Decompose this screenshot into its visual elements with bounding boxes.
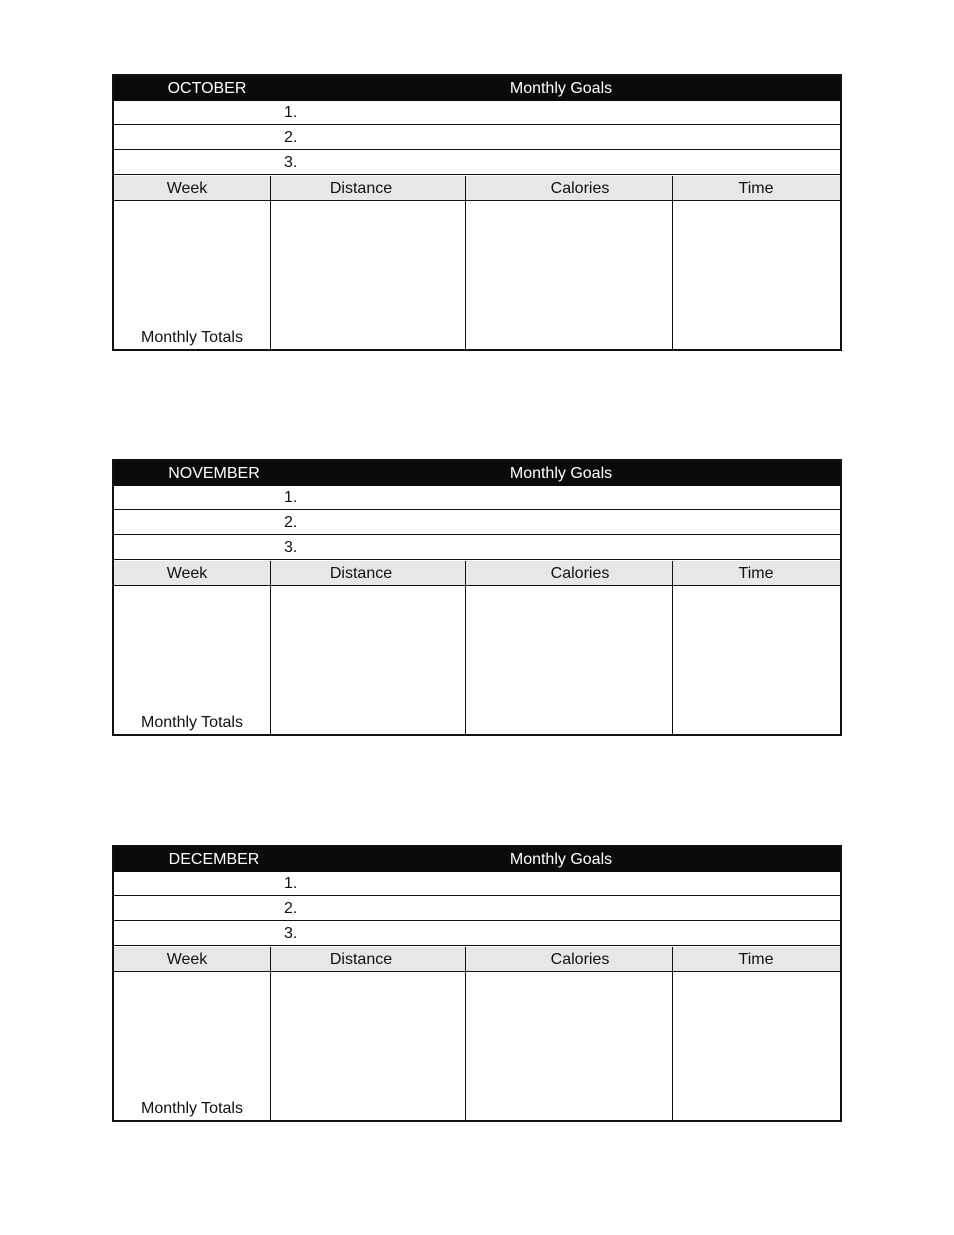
entry-area[interactable] [114, 972, 840, 1120]
month-name: DECEMBER [168, 851, 260, 868]
month-name: OCTOBER [167, 80, 247, 97]
goal-row[interactable] [114, 922, 840, 946]
column-week: Week [166, 565, 208, 582]
monthly-goals-title: Monthly Goals [509, 851, 613, 868]
month-header [114, 461, 840, 486]
column-calories: Calories [550, 951, 610, 968]
goal-number: 1. [284, 104, 298, 121]
month-header [114, 847, 840, 872]
column-calories: Calories [550, 180, 610, 197]
goal-number: 1. [284, 489, 298, 506]
column-divider [270, 947, 271, 1120]
goal-number: 3. [284, 154, 298, 171]
month-header [114, 76, 840, 101]
goal-row[interactable] [114, 101, 840, 125]
column-divider [672, 947, 673, 1120]
month-table-november [112, 459, 842, 736]
column-time: Time [738, 180, 774, 197]
goal-row[interactable] [114, 511, 840, 535]
goal-number: 2. [284, 514, 298, 531]
goal-row[interactable] [114, 486, 840, 510]
monthly-totals-label: Monthly Totals [141, 329, 243, 346]
column-calories: Calories [550, 565, 610, 582]
goal-row[interactable] [114, 151, 840, 175]
monthly-goals-title: Monthly Goals [509, 465, 613, 482]
entry-area[interactable] [114, 201, 840, 349]
month-name: NOVEMBER [168, 465, 260, 482]
column-time: Time [738, 951, 774, 968]
goal-number: 3. [284, 539, 298, 556]
column-header-row [114, 947, 840, 972]
column-week: Week [166, 180, 208, 197]
column-distance: Distance [329, 565, 393, 582]
entry-area[interactable] [114, 586, 840, 734]
column-divider [270, 561, 271, 734]
monthly-goals-title: Monthly Goals [509, 80, 613, 97]
column-divider [465, 176, 466, 349]
column-time: Time [738, 565, 774, 582]
column-distance: Distance [329, 180, 393, 197]
column-divider [672, 561, 673, 734]
monthly-totals-label: Monthly Totals [141, 714, 243, 731]
column-header-row [114, 176, 840, 201]
goal-row[interactable] [114, 872, 840, 896]
monthly-totals-label: Monthly Totals [141, 1100, 243, 1117]
column-divider [270, 176, 271, 349]
month-table-october [112, 74, 842, 351]
goal-number: 2. [284, 900, 298, 917]
column-divider [465, 947, 466, 1120]
goal-row[interactable] [114, 897, 840, 921]
column-divider [672, 176, 673, 349]
goal-number: 3. [284, 925, 298, 942]
goal-row[interactable] [114, 536, 840, 560]
column-week: Week [166, 951, 208, 968]
column-header-row [114, 561, 840, 586]
column-divider [465, 561, 466, 734]
goal-number: 1. [284, 875, 298, 892]
column-distance: Distance [329, 951, 393, 968]
goal-number: 2. [284, 129, 298, 146]
month-table-december [112, 845, 842, 1122]
goal-row[interactable] [114, 126, 840, 150]
